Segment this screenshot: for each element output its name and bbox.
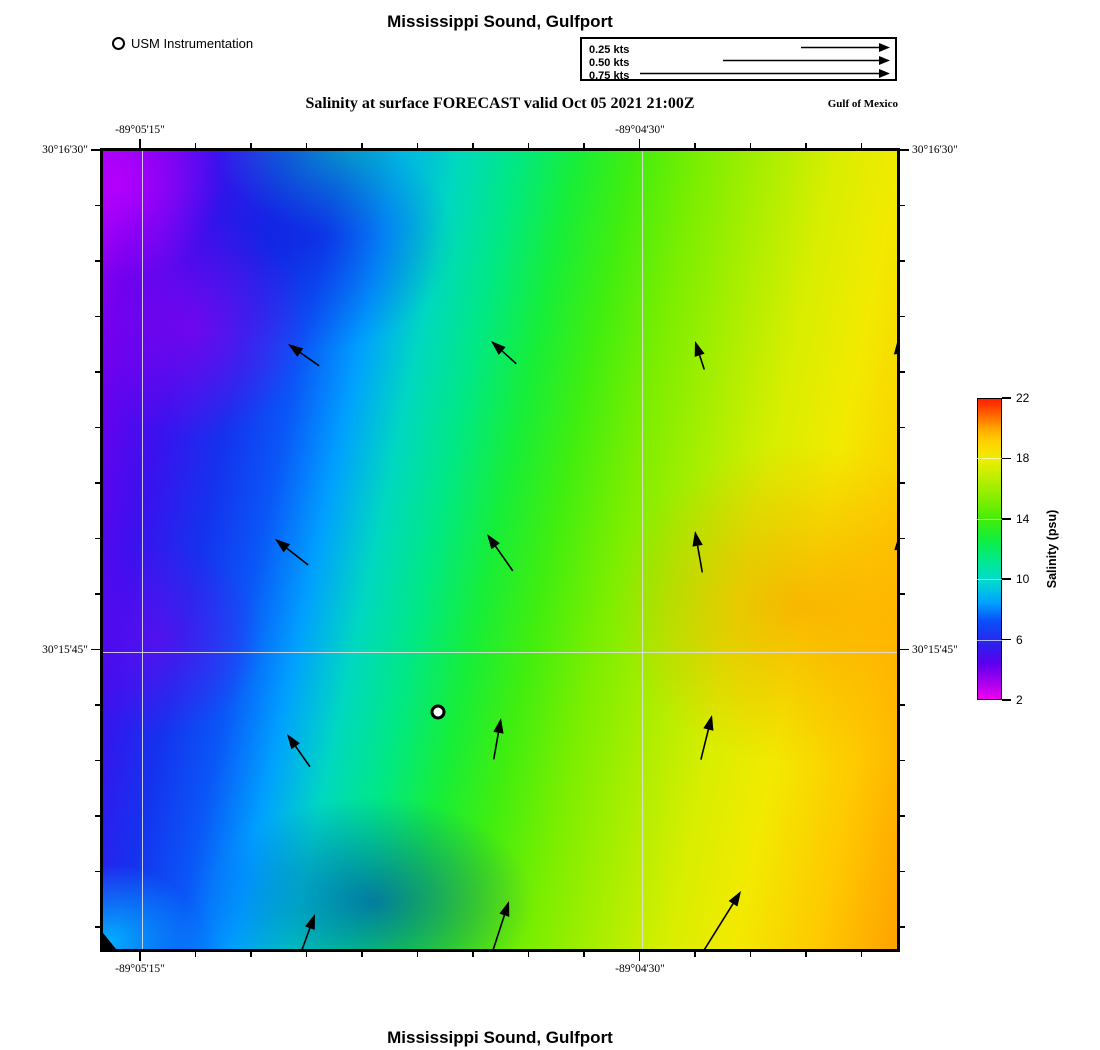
axis-tick <box>95 482 100 484</box>
vector-arrow <box>493 718 503 759</box>
station-circle-icon <box>112 37 125 50</box>
forecast-subtitle: Salinity at surface FORECAST valid Oct 05 2021 21:00Z <box>305 95 695 112</box>
y-axis-label-right: 30°16'30" <box>912 144 958 156</box>
axis-tick <box>250 143 252 148</box>
vector-arrow <box>275 539 308 565</box>
axis-tick <box>139 952 141 961</box>
axis-tick <box>95 205 100 207</box>
axis-tick <box>306 952 308 957</box>
axis-tick <box>195 952 197 957</box>
colorbar-tick <box>1002 458 1011 460</box>
axis-tick <box>900 926 905 928</box>
axis-tick <box>900 149 909 151</box>
instrument-legend-label: USM Instrumentation <box>131 36 254 51</box>
colorbar-title: Salinity (psu) <box>1045 509 1059 589</box>
colorbar-gridline <box>977 458 1002 459</box>
axis-tick <box>900 427 905 429</box>
vector-arrow <box>801 43 890 52</box>
colorbar-tick-label: 18 <box>1016 451 1030 466</box>
salinity-colorbar <box>977 398 1002 700</box>
vector-arrow <box>288 344 319 366</box>
axis-tick <box>472 952 474 957</box>
usm-station-marker <box>431 705 446 720</box>
vector-arrow <box>487 534 513 571</box>
colorbar-tick <box>1002 639 1011 641</box>
axis-tick <box>95 815 100 817</box>
axis-tick <box>528 952 530 957</box>
axis-tick <box>900 482 905 484</box>
axis-tick <box>95 704 100 706</box>
vector-arrow <box>701 715 714 760</box>
x-axis-label-top: -89°05'15" <box>115 124 165 136</box>
speed-legend-label: 0.25 kts <box>589 44 630 56</box>
axis-tick <box>900 649 909 651</box>
axis-tick <box>900 260 905 262</box>
y-axis-label-left: 30°16'30" <box>42 144 88 156</box>
page-title: Mississippi Sound, Gulfport <box>387 12 613 31</box>
axis-tick <box>250 952 252 957</box>
vector-arrow <box>723 56 890 65</box>
axis-tick <box>900 371 905 373</box>
axis-tick <box>417 952 419 957</box>
axis-tick <box>900 704 905 706</box>
axis-tick <box>417 143 419 148</box>
axis-tick <box>95 371 100 373</box>
axis-tick <box>805 143 807 148</box>
velocity-scale-legend <box>580 37 897 81</box>
x-axis-label-bottom: -89°05'15" <box>115 963 165 975</box>
colorbar-tick <box>1002 578 1011 580</box>
axis-tick <box>805 952 807 957</box>
axis-tick <box>195 143 197 148</box>
current-vector-layer <box>103 151 897 949</box>
speed-legend-arrows <box>582 39 895 79</box>
colorbar-tick <box>1002 518 1011 520</box>
vector-arrow <box>692 531 702 572</box>
axis-tick <box>95 926 100 928</box>
y-axis-label-right: 30°15'45" <box>912 644 958 656</box>
colorbar-tick <box>1002 397 1011 399</box>
colorbar-tick-label: 22 <box>1016 391 1030 405</box>
axis-tick <box>95 538 100 540</box>
axis-tick <box>583 143 585 148</box>
vector-arrow <box>894 535 897 580</box>
axis-tick <box>306 143 308 148</box>
vector-arrow <box>640 69 890 78</box>
salinity-heatmap <box>100 148 900 952</box>
axis-tick <box>91 149 100 151</box>
axis-tick <box>95 593 100 595</box>
vector-arrow <box>704 891 741 949</box>
axis-tick <box>900 205 905 207</box>
axis-tick <box>528 143 530 148</box>
axis-tick <box>95 427 100 429</box>
colorbar-gridline <box>977 579 1002 580</box>
colorbar-tick-label: 6 <box>1016 632 1023 647</box>
axis-tick <box>861 143 863 148</box>
vector-arrow <box>287 734 310 767</box>
colorbar-tick-label: 2 <box>1016 693 1023 707</box>
vector-arrow <box>894 339 897 373</box>
axis-tick <box>900 760 905 762</box>
axis-tick <box>361 143 363 148</box>
axis-tick <box>95 760 100 762</box>
region-label: Gulf of Mexico <box>827 98 898 110</box>
axis-tick <box>750 143 752 148</box>
axis-tick <box>900 316 905 318</box>
page-title-bottom: Mississippi Sound, Gulfport <box>387 1028 613 1047</box>
x-axis-label-top: -89°04'30" <box>615 124 665 136</box>
axis-tick <box>900 871 905 873</box>
vector-arrow <box>298 914 315 949</box>
axis-tick <box>95 871 100 873</box>
axis-tick <box>900 593 905 595</box>
colorbar-tick-label: 10 <box>1016 572 1030 587</box>
axis-tick <box>95 316 100 318</box>
axis-tick <box>472 143 474 148</box>
axis-tick <box>900 815 905 817</box>
speed-legend-label: 0.50 kts <box>589 57 630 69</box>
colorbar-tick <box>1002 699 1011 701</box>
speed-legend-label: 0.75 kts <box>589 70 630 82</box>
axis-tick <box>694 952 696 957</box>
axis-tick <box>861 952 863 957</box>
y-axis-label-left: 30°15'45" <box>42 644 88 656</box>
colorbar-gridline <box>977 640 1002 641</box>
colorbar-gridline <box>977 519 1002 520</box>
axis-tick <box>361 952 363 957</box>
axis-tick <box>900 538 905 540</box>
vector-arrow <box>491 341 516 364</box>
instrument-legend <box>112 36 253 51</box>
axis-tick <box>91 649 100 651</box>
axis-tick <box>694 143 696 148</box>
axis-tick <box>639 952 641 961</box>
axis-tick <box>639 139 641 148</box>
colorbar-tick-label: 14 <box>1016 511 1030 526</box>
vector-arrow <box>695 341 705 370</box>
axis-tick <box>750 952 752 957</box>
axis-tick <box>139 139 141 148</box>
axis-tick <box>583 952 585 957</box>
x-axis-label-bottom: -89°04'30" <box>615 963 665 975</box>
vector-arrow <box>491 901 509 949</box>
axis-tick <box>95 260 100 262</box>
